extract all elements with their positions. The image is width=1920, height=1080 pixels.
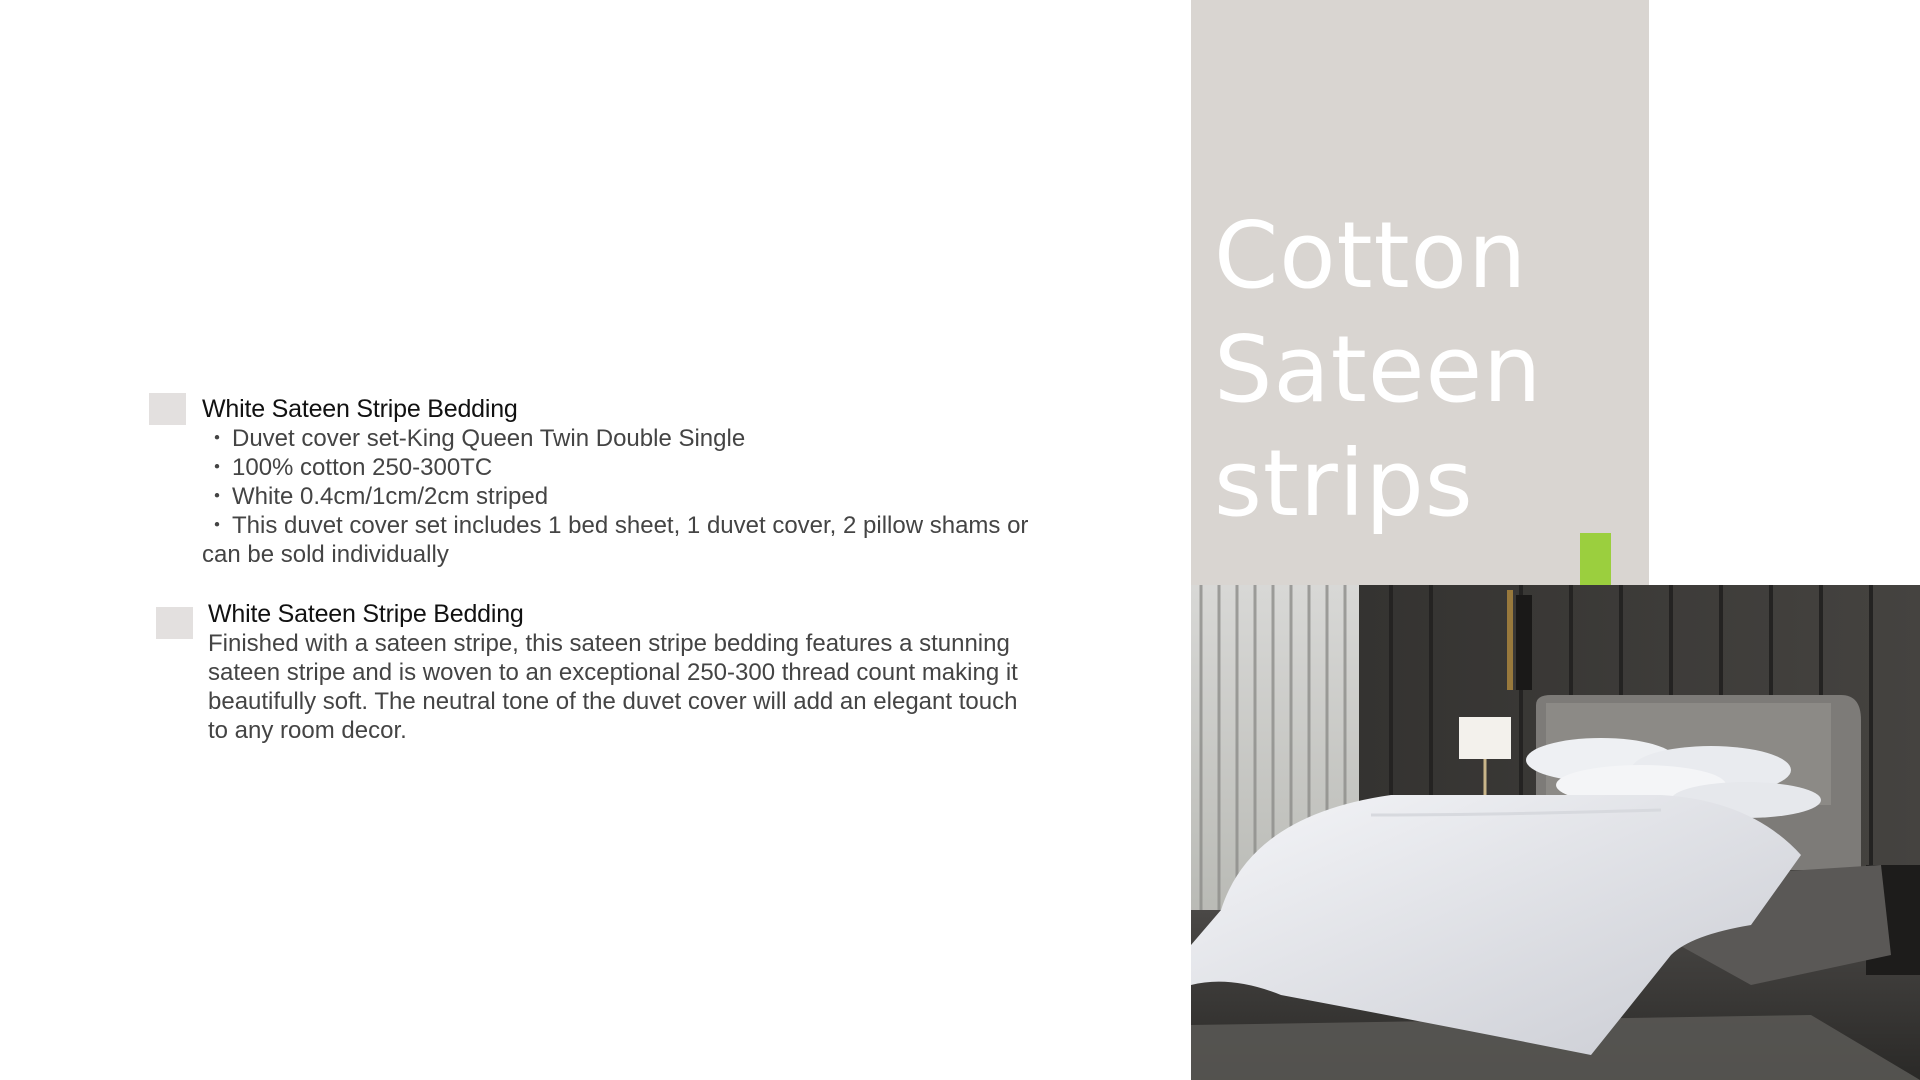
feature-heading: White Sateen Stripe Bedding	[202, 395, 518, 423]
description-line: beautifully soft. The neutral tone of the duvet cover will add an elegant touch	[208, 688, 1018, 715]
bedroom-photo	[1191, 585, 1920, 1080]
feature-item: ・ Duvet cover set-King Queen Twin Double Single	[202, 424, 1062, 453]
feature-item: ・ This duvet cover set includes 1 bed sheet, 1 duvet cover, 2 pillow shams or	[202, 511, 1062, 540]
section-marker	[149, 393, 186, 425]
title-panel	[1191, 0, 1649, 585]
feature-list-block	[202, 395, 1062, 569]
description-line: sateen stripe and is woven to an exceptional 250-300 thread count making it	[208, 659, 1018, 686]
feature-item: ・ White 0.4cm/1cm/2cm striped	[202, 482, 1062, 511]
feature-item-continuation: can be sold individually	[202, 541, 449, 568]
description-heading: White Sateen Stripe Bedding	[208, 600, 524, 628]
description-line: to any room decor.	[208, 717, 407, 744]
title-line: strips	[1214, 430, 1474, 537]
bedroom-illustration	[1191, 585, 1920, 1080]
feature-list	[202, 424, 1062, 540]
bullet-icon: ・	[205, 454, 229, 481]
bullet-icon: ・	[205, 512, 229, 539]
description-block	[208, 600, 1068, 745]
description-line: Finished with a sateen stripe, this sateen stripe bedding features a stunning	[208, 630, 1010, 657]
section-marker	[156, 607, 193, 639]
bullet-icon: ・	[205, 425, 229, 452]
bullet-icon: ・	[205, 483, 229, 510]
feature-item: ・ 100% cotton 250-300TC	[202, 453, 1062, 482]
title-line: Cotton	[1214, 202, 1528, 309]
title-line: Sateen	[1214, 316, 1543, 423]
